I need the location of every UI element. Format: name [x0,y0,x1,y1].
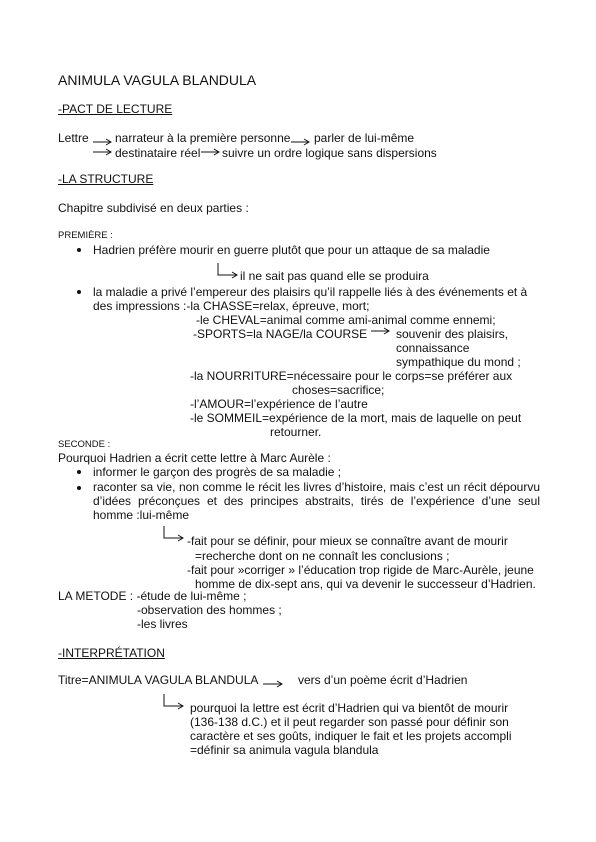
destinataire-text: destinataire réel [115,146,201,160]
section-heading-interpretation: -INTERPRÉTATION [58,646,165,660]
nourriture-text: -la NOURRITURE=nécessaire pour le corps=se préférer aux [190,369,513,383]
arrow-right-icon [262,675,286,685]
bullet-dot [77,290,81,294]
bullet-dot [77,486,81,490]
page-title: ANIMULA VAGULA BLANDULA [58,72,257,88]
fait1-line1: -fait pour se définir, pour mieux se connaître avant de mourir [187,534,508,548]
methode-text: LA METODE : -étude de lui-même ; [58,589,247,603]
narrateur-text: narrateur à la première personne [115,131,291,145]
retourner-text: retourner. [270,425,322,439]
arrow-down-right-icon [217,262,241,278]
interp-line4: =définir sa animula vagula blandula [190,743,379,757]
choses-text: choses=sacrifice; [292,383,385,397]
sympathique-text: sympathique du mond ; [396,355,521,369]
arrow-right-icon [92,146,114,156]
s-bullet1: informer le garçon des progrès de sa maladie ; [93,465,342,479]
vers-text: vers d’un poème écrit d’Hadrien [298,673,468,687]
fait1-line2: =recherche dont on ne connaît les conclusions ; [195,549,450,563]
seconde-label: SECONDE : [58,439,111,450]
ordre-text: suivre un ordre logique sans dispersions [222,146,437,160]
amour-text: -l’AMOUR=l’expérience de l’autre [190,397,368,411]
s-bullet2: raconter sa vie, non comme le récit les livres d’histoire, mais c’est un récit dépourvu d’idées préconçues et des principes abstraits, tirés de l’expérience d’une seul homme :lui-même [93,480,540,522]
interp-line1: pourquoi la lettre est écrit d’Hadrien qui va bientôt de mourir [190,701,509,715]
arrow-right-icon [92,133,114,143]
pourquoi-text: Pourquoi Hadrien a écrit cette lettre à Marc Aurèle : [58,451,331,465]
arrow-down-right-icon [163,525,187,541]
cheval-text: -le CHEVAL=animal comme ami-animal comme ennemi; [196,313,496,327]
sports-text: -SPORTS=la NAGE/la COURSE [193,327,368,341]
bullet-dot [77,470,81,474]
p1-bullet2-line1: la maladie a privé l’empereur des plaisirs qu’il rappelle liés à des événements et à [93,285,528,299]
p1-sub: il ne sait pas quand elle se produira [240,269,429,283]
interp-line3: caractère et ses goûts, indiquer le fait et les projets accompli [190,729,512,743]
bullet-dot [77,248,81,252]
livres-text: -les livres [137,617,188,631]
arrow-right-icon [200,146,222,156]
observation-text: -observation des hommes ; [137,603,282,617]
interp-line2: (136-138 d.C.) et il peut regarder son passé pour définir son [190,715,509,729]
arrow-right-icon [370,325,392,335]
p1-bullet1: Hadrien préfère mourir en guerre plutôt que pour un attaque de sa maladie [93,243,490,257]
fait2-line1: -fait pour »corriger » l’éducation trop rigide de Marc-Aurèle, jeune [187,563,534,577]
titre-text: Titre=ANIMULA VAGULA BLANDULA [58,673,259,687]
connaissance-text: connaissance [396,341,470,355]
fait2-line2: homme de dix-sept ans, qui va devenir le successeur d’Hadrien. [195,577,536,591]
section-heading-structure: -LA STRUCTURE [58,172,154,186]
structure-intro: Chapitre subdivisé en deux parties : [58,201,249,215]
section-heading-pact: -PACT DE LECTURE [58,102,173,116]
lettre-label: Lettre [58,131,89,145]
souvenir-text: souvenir des plaisirs, [396,327,509,341]
sommeil-text: -le SOMMEIL=expérience de la mort, mais de laquelle on peut [190,411,522,425]
arrow-down-right-icon [163,693,187,709]
arrow-right-icon [290,133,312,143]
premiere-label: PREMIÈRE : [58,230,113,241]
p1-bullet2-line2: des impressions :-la CHASSE=relax, épreuve, mort; [93,299,370,313]
parler-text: parler de lui-même [314,131,415,145]
